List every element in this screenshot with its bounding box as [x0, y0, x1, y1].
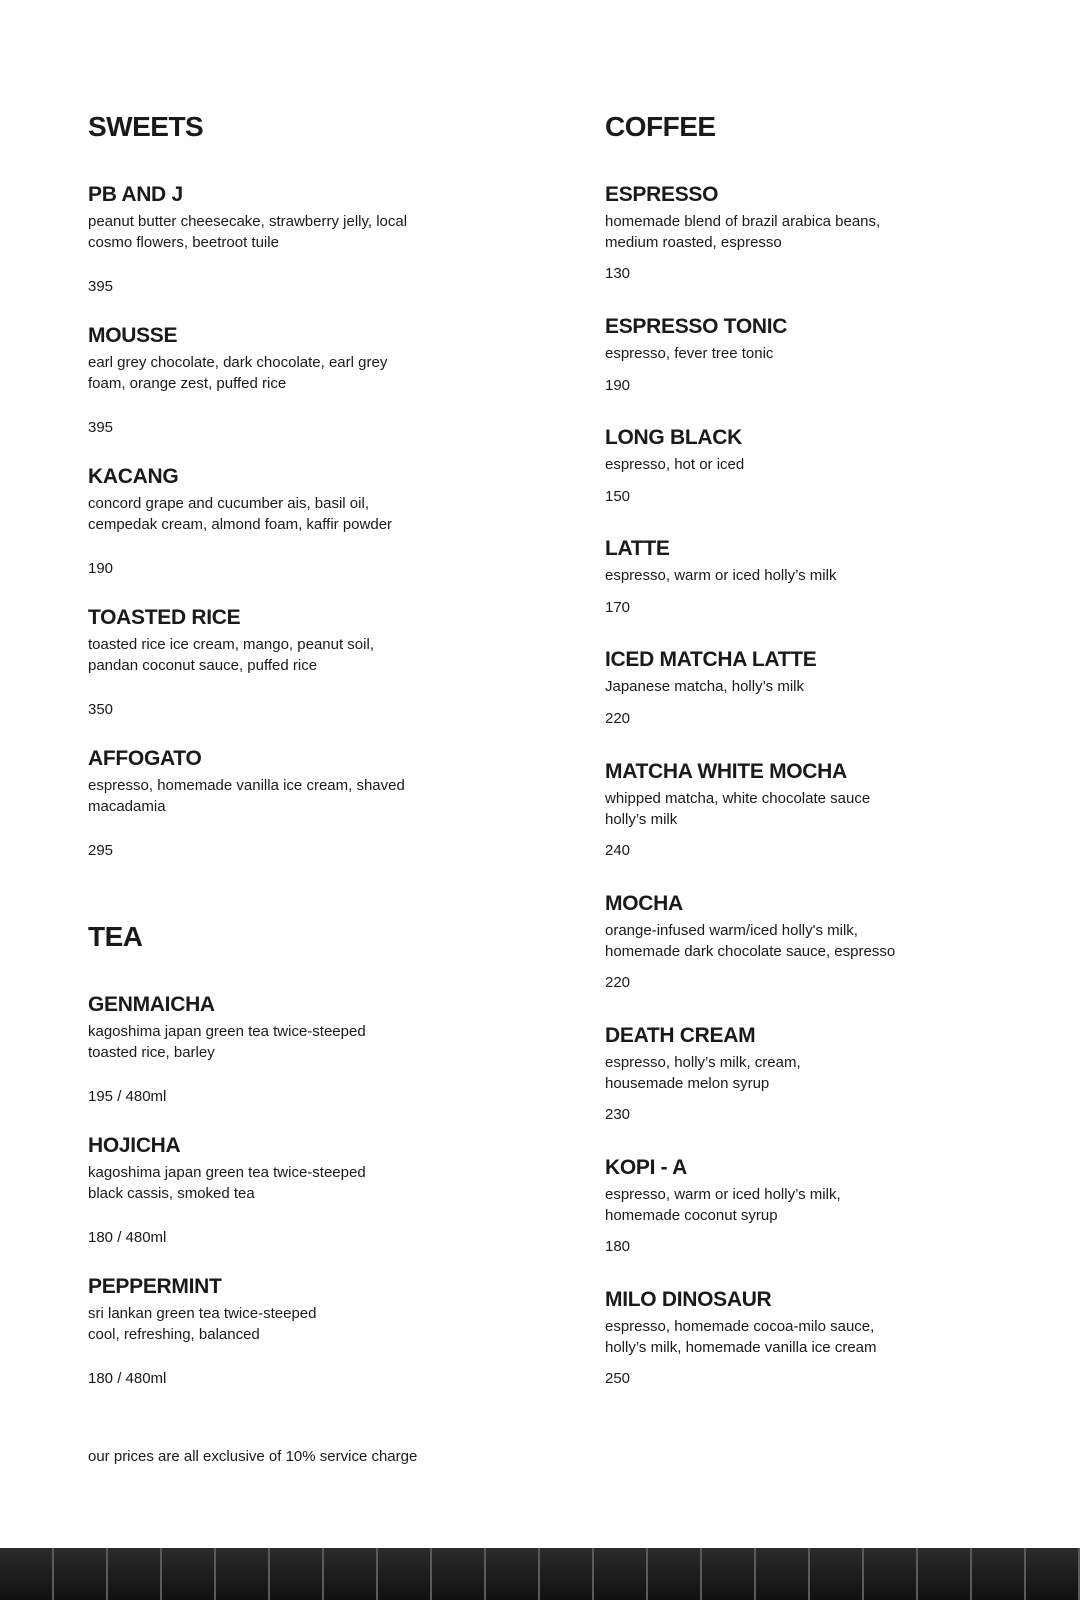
- item-name: ESPRESSO TONIC: [605, 315, 788, 338]
- item-name: MOCHA: [605, 892, 683, 915]
- item-price: 250: [605, 1370, 631, 1387]
- band-segment: [648, 1548, 702, 1600]
- item-name: MATCHA WHITE MOCHA: [605, 760, 847, 783]
- item-description: espresso, fever tree tonic: [605, 345, 774, 362]
- item-price: 230: [605, 1106, 631, 1123]
- item-name: PEPPERMINT: [88, 1275, 222, 1298]
- band-segment: [810, 1548, 864, 1600]
- item-price: 190: [605, 377, 631, 394]
- item-description: whipped matcha, white chocolate sauce holly’s milk: [605, 790, 871, 828]
- item-description: espresso, hot or iced: [605, 456, 745, 473]
- menu-item-matcha-white-mocha: [605, 759, 1045, 859]
- item-price: 220: [605, 710, 631, 727]
- band-segment: [216, 1548, 270, 1600]
- item-description: espresso, homemade vanilla ice cream, shaved macadamia: [88, 777, 405, 815]
- item-name: KOPI - A: [605, 1156, 687, 1179]
- menu-item-espresso: [605, 182, 1045, 282]
- item-name: AFFOGATO: [88, 747, 202, 770]
- item-name: MOUSSE: [88, 324, 178, 347]
- item-name: PB AND J: [88, 183, 183, 206]
- item-name: LONG BLACK: [605, 426, 742, 449]
- band-segment: [540, 1548, 594, 1600]
- item-name: ICED MATCHA LATTE: [605, 648, 817, 671]
- band-segment: [270, 1548, 324, 1600]
- item-price: 180 / 480ml: [88, 1229, 167, 1246]
- menu-item-mousse: [88, 323, 548, 436]
- item-price: 240: [605, 842, 631, 859]
- band-segment: [918, 1548, 972, 1600]
- tea-section-title: TEA: [88, 921, 143, 952]
- item-price: 395: [88, 419, 114, 436]
- item-price: 130: [605, 265, 631, 282]
- item-description: espresso, homemade cocoa-milo sauce, holly’s milk, homemade vanilla ice cream: [605, 1318, 877, 1356]
- band-segment: [108, 1548, 162, 1600]
- item-description: sri lankan green tea twice-steeped cool, refreshing, balanced: [88, 1305, 317, 1343]
- menu-item-milo-dinosaur: [605, 1287, 1045, 1387]
- item-price: 195 / 480ml: [88, 1088, 167, 1105]
- item-description: earl grey chocolate, dark chocolate, earl grey foam, orange zest, puffed rice: [88, 354, 388, 392]
- menu-item-iced-matcha-latte: [605, 647, 1045, 727]
- item-description: Japanese matcha, holly’s milk: [605, 678, 804, 695]
- item-description: orange-infused warm/iced holly's milk, homemade dark chocolate sauce, espresso: [605, 922, 896, 960]
- band-segment: [0, 1548, 54, 1600]
- band-segment: [1026, 1548, 1080, 1600]
- menu-item-mocha: [605, 891, 1045, 991]
- menu-item-affogato: [88, 746, 548, 859]
- menu-item-genmaicha: [88, 992, 548, 1105]
- band-segment: [594, 1548, 648, 1600]
- item-name: MILO DINOSAUR: [605, 1288, 772, 1311]
- menu-item-hojicha: [88, 1133, 548, 1246]
- item-price: 180 / 480ml: [88, 1370, 167, 1387]
- item-price: 180: [605, 1238, 631, 1255]
- item-name: KACANG: [88, 465, 179, 488]
- band-segment: [162, 1548, 216, 1600]
- item-price: 295: [88, 842, 114, 859]
- item-name: ESPRESSO: [605, 183, 719, 206]
- item-price: 220: [605, 974, 631, 991]
- menu-item-pb-and-j: [88, 182, 548, 295]
- item-description: toasted rice ice cream, mango, peanut soil, pandan coconut sauce, puffed rice: [88, 636, 374, 674]
- menu-item-death-cream: [605, 1023, 1045, 1123]
- menu-item-espresso-tonic: [605, 314, 1045, 394]
- item-description: espresso, warm or iced holly’s milk, homemade coconut syrup: [605, 1186, 841, 1224]
- item-price: 350: [88, 701, 114, 718]
- sweets-section-title: SWEETS: [88, 111, 204, 142]
- item-name: HOJICHA: [88, 1134, 181, 1157]
- coffee-section-title: COFFEE: [605, 111, 716, 142]
- band-segment: [54, 1548, 108, 1600]
- item-description: peanut butter cheesecake, strawberry jelly, local cosmo flowers, beetroot tuile: [88, 213, 408, 251]
- item-name: DEATH CREAM: [605, 1024, 756, 1047]
- band-segment: [378, 1548, 432, 1600]
- item-name: LATTE: [605, 537, 670, 560]
- item-price: 170: [605, 599, 631, 616]
- item-name: TOASTED RICE: [88, 606, 241, 629]
- band-segment: [486, 1548, 540, 1600]
- item-description: espresso, warm or iced holly’s milk: [605, 567, 837, 584]
- band-segment: [972, 1548, 1026, 1600]
- menu-item-peppermint: [88, 1274, 548, 1387]
- service-charge-note: our prices are all exclusive of 10% service charge: [88, 1448, 418, 1465]
- menu-item-latte: [605, 536, 1045, 616]
- menu-item-long-black: [605, 425, 1045, 505]
- item-price: 190: [88, 560, 114, 577]
- band-segment: [864, 1548, 918, 1600]
- menu-item-kopi-a: [605, 1155, 1045, 1255]
- item-name: GENMAICHA: [88, 993, 215, 1016]
- menu-item-kacang: [88, 464, 548, 577]
- decorative-bottom-band: [0, 1548, 1080, 1600]
- item-description: homemade blend of brazil arabica beans, medium roasted, espresso: [605, 213, 881, 251]
- item-price: 395: [88, 278, 114, 295]
- item-price: 150: [605, 488, 631, 505]
- item-description: concord grape and cucumber ais, basil oil, cempedak cream, almond foam, kaffir powder: [88, 495, 393, 533]
- band-segment: [756, 1548, 810, 1600]
- item-description: kagoshima japan green tea twice-steeped black cassis, smoked tea: [88, 1164, 366, 1202]
- menu-item-toasted-rice: [88, 605, 548, 718]
- item-description: espresso, holly’s milk, cream, housemade melon syrup: [605, 1054, 801, 1092]
- item-description: kagoshima japan green tea twice-steeped toasted rice, barley: [88, 1023, 366, 1061]
- band-segment: [432, 1548, 486, 1600]
- band-segment: [324, 1548, 378, 1600]
- band-segment: [702, 1548, 756, 1600]
